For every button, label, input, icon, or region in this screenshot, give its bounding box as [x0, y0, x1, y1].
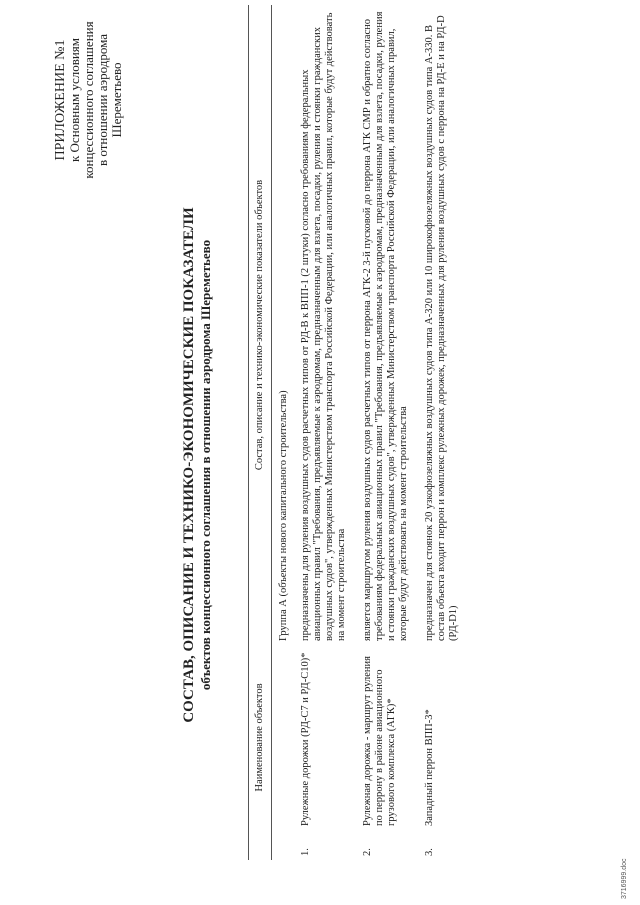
- document-subtitle: объектов концессионного соглашения в отношении аэродрома Шереметьево: [198, 239, 213, 691]
- appendix-block: [54, 15, 124, 185]
- row-name: Рулежная дорожка - маршрут руления по перрону в районе авиационного грузового комплекса (АГК)*: [362, 656, 397, 826]
- row-description: предназначен для стоянок 20 узкофюзеляжных воздушных судов типа А-320 или 10 широкофюзеляжных воздушных судов типа А-330. В состав объекта входит перрон и комплекс рулежных дорожек, предназначенных для руления воздушных судов с перрона на РД-Е и на РД-D (РД-D1): [424, 15, 459, 641]
- row-name: Западный перрон ВПП-3*: [424, 709, 435, 826]
- header-name: Наименование объектов: [249, 645, 272, 830]
- appendix-title: ПРИЛОЖЕНИЕ №1: [53, 39, 68, 161]
- row-number: 3.: [424, 848, 435, 856]
- header-description: Состав, описание и технико-экономические показатели объектов: [249, 5, 272, 645]
- appendix-line: к Основным условиям: [67, 37, 82, 163]
- objects-table: [248, 5, 472, 860]
- row-name: Рулежные дорожки (РД-С7 и РД-С10)*: [300, 652, 311, 826]
- group-label: Группа А (объекты нового капитального строительства): [278, 390, 289, 641]
- table-row: [298, 5, 360, 860]
- row-description: является маршрутом руления воздушных судов расчетных типов от перрона АГК-2 3-й пусковой до перрона АГК СМР и обратно согласно требованиям федеральных авиационных правил "Требования, предъявляемые к аэродромам, предназначенным для взлета, посадки, руления и стоянки гражданских воздушных судов", утвержденных Министерством транспорта Российской Федерации, или аналогичных правил, которые будут действовать на момент строительства: [362, 11, 409, 641]
- appendix-line: в отношении аэродрома: [95, 34, 110, 167]
- table-header-row: [249, 5, 272, 860]
- header-num: [249, 830, 272, 860]
- row-number: 1.: [300, 848, 311, 856]
- row-number: 2.: [362, 848, 373, 856]
- row-description: предназначены для руления воздушных судов расчетных типов от РД-В к ВПП-1 (2 штуки) согласно требованиям федеральных авиационных правил "Требования, предъявляемые к аэродромам, предназначенным для взлета, посадки, руления и стоянки гражданских воздушных судов", утвержденных Министерством транспорта Российской Федерации, или аналогичных правил, которые будут действовать на момент строительства: [300, 12, 347, 641]
- table-row: [360, 5, 422, 860]
- document-heading: [180, 145, 214, 785]
- table-group-row: [272, 5, 299, 860]
- table-row: [422, 5, 472, 860]
- file-name-footer: 3716999.doc: [621, 858, 628, 899]
- appendix-line: концессионного соглашения: [81, 21, 96, 179]
- appendix-line: Шереметьево: [109, 62, 124, 138]
- document-title: СОСТАВ, ОПИСАНИЕ И ТЕХНИКО-ЭКОНОМИЧЕСКИЕ ПОКАЗАТЕЛИ: [181, 207, 197, 723]
